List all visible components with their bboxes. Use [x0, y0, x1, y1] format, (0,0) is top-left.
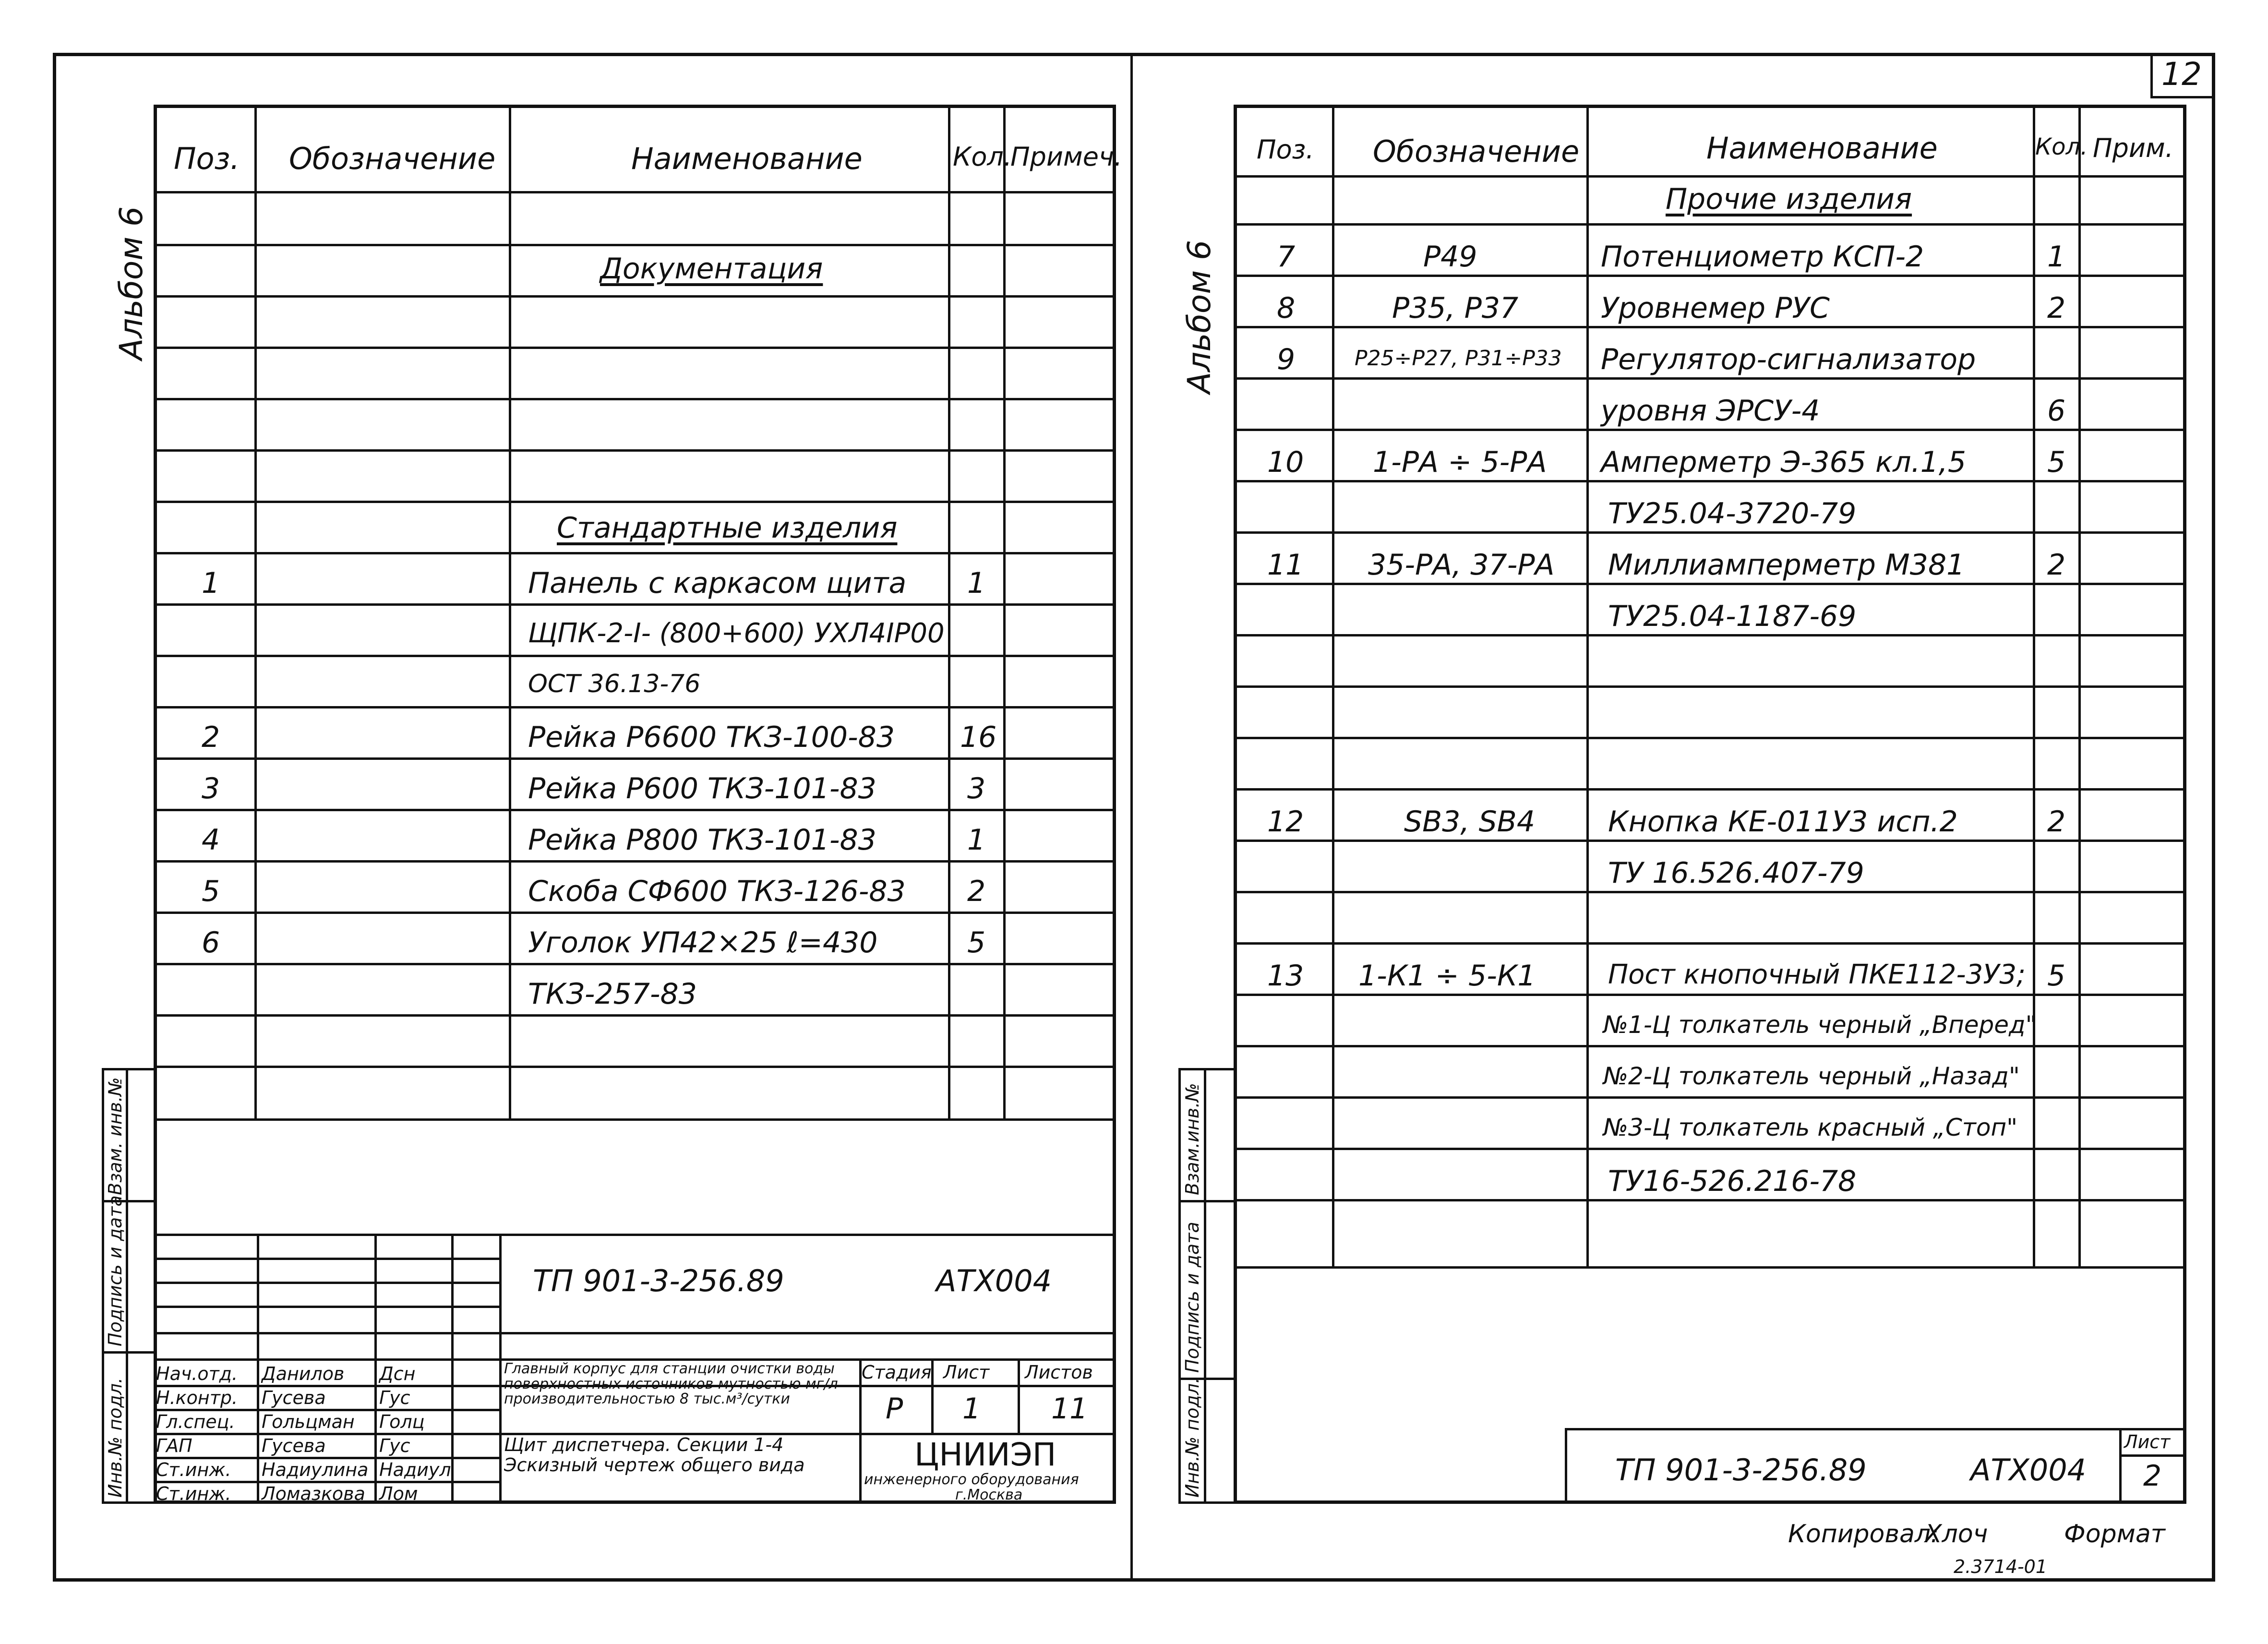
- title-block-line: [154, 1306, 499, 1308]
- right-row-designation: 35-РА, 37-РА: [1368, 548, 1555, 582]
- org-subtitle: инженерного оборудования: [864, 1471, 1079, 1488]
- tb-signature: Лом: [379, 1483, 418, 1504]
- right-row-designation: Р25÷Р27, Р31÷Р33: [1355, 346, 1562, 371]
- tb-person: Гусева: [262, 1435, 326, 1456]
- left-row-line: [154, 655, 1116, 657]
- right-header-qty: Кол.: [2035, 133, 2088, 160]
- tb-signature: Гус: [379, 1387, 410, 1408]
- right-row-name: Потенциометр КСП-2: [1601, 240, 1924, 274]
- right-row-qty: 2: [2047, 805, 2066, 839]
- left-row-qty: 2: [967, 875, 986, 908]
- right-row-name: Кнопка КЕ-011У3 исп.2: [1608, 805, 1958, 839]
- right-row-pos: 8: [1277, 291, 1296, 325]
- right-title-block-line: [2119, 1428, 2122, 1504]
- tb-role: Ст.инж.: [156, 1483, 231, 1504]
- title-block-line: [499, 1234, 502, 1504]
- right-row-name: ТУ25.04-1187-69: [1608, 600, 1857, 633]
- tb-role: Нач.отд.: [156, 1363, 238, 1384]
- right-row-name: Миллиамперметр М381: [1608, 548, 1965, 582]
- left-row-pos: 2: [202, 720, 220, 754]
- right-row-line: [1234, 1199, 2186, 1201]
- right-header-designation: Обозначение: [1373, 134, 1580, 169]
- right-side-stamp-line: [1178, 1200, 1237, 1202]
- title-block-line: [1018, 1358, 1020, 1433]
- title-block-line: [154, 1358, 1116, 1361]
- right-row-qty: 1: [2047, 240, 2066, 274]
- right-row-designation: 1-К1 ÷ 5-К1: [1358, 959, 1536, 993]
- right-row-line: [1234, 1266, 2186, 1269]
- right-row-qty: 5: [2047, 445, 2066, 479]
- right-stamp-inv-orig: Инв.№ подл.: [1182, 1377, 1203, 1498]
- left-row-line: [154, 244, 1116, 246]
- left-row-line: [154, 191, 1116, 193]
- right-row-name: №2-Ц толкатель черный „Назад": [1603, 1062, 2020, 1090]
- left-section-standard: Стандартные изделия: [557, 511, 898, 545]
- right-row-name: ТУ16-526.216-78: [1608, 1164, 1857, 1198]
- left-col-line: [509, 105, 511, 1118]
- left-row-line: [154, 295, 1116, 298]
- left-row-line: [154, 501, 1116, 503]
- left-stamp-inv-replace: Взам. инв.№: [105, 1077, 126, 1195]
- right-row-name: Амперметр Э-365 кл.1,5: [1601, 445, 1967, 479]
- left-row-pos: 4: [202, 823, 220, 857]
- right-row-designation: Р35, Р37: [1392, 291, 1519, 325]
- right-row-designation: 1-РА ÷ 5-РА: [1373, 445, 1547, 479]
- right-row-pos: 7: [1277, 240, 1296, 274]
- format-label: Формат: [2064, 1520, 2165, 1548]
- left-doc-code: ТП 901-3-256.89: [533, 1263, 784, 1298]
- left-header-pos: Поз.: [174, 141, 240, 176]
- right-sheet-label: Лист: [2124, 1431, 2171, 1452]
- stamp-code: 2.3714-01: [1954, 1556, 2048, 1577]
- right-row-line: [1234, 429, 2186, 431]
- left-mark: АТХ004: [936, 1263, 1052, 1298]
- right-header-note: Прим.: [2093, 133, 2173, 163]
- project-title: Главный корпус для станции очистки воды поверхностных источников мутностью мг/л производительностью 8 тыс.м³/сутки: [504, 1361, 838, 1407]
- tb-person: Гольцман: [262, 1411, 355, 1432]
- stage-label: Стадия: [862, 1362, 932, 1383]
- right-doc-code: ТП 901-3-256.89: [1615, 1452, 1867, 1488]
- left-row-qty: 3: [967, 772, 986, 805]
- right-row-line: [1234, 942, 2186, 945]
- right-row-designation: SB3, SB4: [1404, 805, 1535, 839]
- drawing-title: Щит диспетчера. Секции 1-4 Эскизный чертеж общего вида: [504, 1435, 805, 1476]
- left-row-name: Панель с каркасом щита: [528, 566, 907, 600]
- left-row-line: [154, 1118, 1116, 1121]
- title-block-line: [451, 1234, 454, 1504]
- right-row-qty: 5: [2047, 959, 2066, 993]
- left-row-pos: 1: [202, 566, 220, 600]
- sheet-value: 1: [962, 1392, 981, 1426]
- title-block-line: [154, 1234, 1116, 1236]
- right-row-name: уровня ЭРСУ-4: [1601, 394, 1820, 428]
- right-row-line: [1234, 737, 2186, 739]
- left-header-designation: Обозначение: [289, 141, 496, 176]
- tb-role: Ст.инж.: [156, 1459, 231, 1480]
- left-side-stamp-line: [126, 1068, 128, 1504]
- right-row-name: Пост кнопочный ПКЕ112-3У3;: [1608, 959, 2026, 990]
- right-row-line: [1234, 275, 2186, 277]
- tb-person: Данилов: [262, 1363, 345, 1384]
- left-row-line: [154, 603, 1116, 606]
- right-row-name: ТУ25.04-3720-79: [1608, 497, 1857, 530]
- left-row-name: ОСТ 36.13-76: [528, 670, 701, 698]
- title-block-line: [374, 1234, 377, 1504]
- left-col-line: [254, 105, 257, 1118]
- left-col-line: [1003, 105, 1006, 1118]
- left-row-name: Рейка Р800 ТКЗ-101-83: [528, 823, 876, 857]
- right-row-name: №3-Ц толкатель красный „Стоп": [1603, 1114, 2018, 1141]
- right-row-qty: 2: [2047, 291, 2066, 325]
- left-row-pos: 6: [202, 926, 220, 960]
- right-row-line: [1234, 326, 2186, 328]
- left-row-line: [154, 757, 1116, 760]
- right-row-pos: 10: [1267, 445, 1304, 479]
- title-block-line: [154, 1332, 1116, 1334]
- left-row-qty: 1: [967, 566, 986, 600]
- right-sheet-value: 2: [2143, 1459, 2162, 1493]
- right-row-line: [1234, 891, 2186, 893]
- right-row-line: [1234, 531, 2186, 534]
- right-row-line: [1234, 377, 2186, 380]
- tb-role: Гл.спец.: [156, 1411, 235, 1432]
- right-stamp-sign-date: Подпись и дата: [1182, 1222, 1203, 1373]
- right-row-line: [1234, 223, 2186, 226]
- left-row-line: [154, 706, 1116, 708]
- right-mark: АТХ004: [1970, 1452, 2087, 1488]
- left-row-name: Уголок УП42×25 ℓ=430: [528, 926, 878, 960]
- left-row-line: [154, 552, 1116, 554]
- org-name: ЦНИИЭП: [914, 1436, 1056, 1473]
- tb-signature: Дсн: [379, 1363, 416, 1384]
- right-album-label: Альбом 6: [1181, 240, 1218, 394]
- right-row-line: [1234, 634, 2186, 636]
- left-row-line: [154, 860, 1116, 863]
- copied-signature: Хлоч: [1925, 1520, 1988, 1548]
- right-section-other: Прочие изделия: [1666, 182, 1912, 216]
- left-row-name: Рейка Р6600 ТКЗ-100-83: [528, 720, 895, 754]
- title-block-line: [154, 1282, 499, 1284]
- tb-signature: Голц: [379, 1411, 425, 1432]
- right-row-line: [1234, 994, 2186, 996]
- right-header-pos: Поз.: [1257, 134, 1314, 165]
- sheet-divider: [1130, 53, 1133, 1582]
- right-row-line: [1234, 480, 2186, 482]
- sheet-label: Лист: [943, 1362, 990, 1383]
- left-side-stamp-line: [102, 1351, 157, 1354]
- left-row-name: ТКЗ-257-83: [528, 977, 697, 1011]
- sheets-label: Листов: [1025, 1362, 1093, 1383]
- tb-signature: Надиул: [379, 1459, 451, 1480]
- left-section-documentation: Документация: [600, 252, 823, 286]
- right-row-name: ТУ 16.526.407-79: [1608, 856, 1864, 890]
- right-header-name: Наименование: [1706, 131, 1938, 166]
- right-row-pos: 11: [1267, 548, 1304, 582]
- left-header-qty: Кол.: [953, 142, 1012, 172]
- copied-label: Копировал:: [1788, 1520, 1939, 1548]
- left-stamp-inv-orig: Инв.№ подл.: [105, 1377, 126, 1498]
- tb-role: Н.контр.: [156, 1387, 238, 1408]
- right-row-pos: 13: [1267, 959, 1304, 993]
- right-row-line: [1234, 175, 2186, 178]
- right-row-line: [1234, 1148, 2186, 1150]
- right-side-stamp-line: [1204, 1068, 1206, 1504]
- left-row-line: [154, 912, 1116, 914]
- right-row-name: №1-Ц толкатель черный „Вперед": [1603, 1011, 2037, 1039]
- left-row-line: [154, 809, 1116, 811]
- left-row-line: [154, 347, 1116, 349]
- left-row-line: [154, 449, 1116, 452]
- tb-signature: Гус: [379, 1435, 410, 1456]
- tb-person: Ломазкова: [262, 1483, 365, 1504]
- right-row-designation: Р49: [1423, 240, 1477, 274]
- right-stamp-inv-replace: Взам.инв.№: [1182, 1083, 1203, 1195]
- left-row-pos: 3: [202, 772, 220, 805]
- left-row-name: Рейка Р600 ТКЗ-101-83: [528, 772, 876, 805]
- right-row-pos: 12: [1267, 805, 1304, 839]
- tb-role: ГАП: [156, 1435, 192, 1456]
- left-row-line: [154, 1014, 1116, 1017]
- left-row-name: ЩПК-2-I- (800+600) УХЛ4IP00: [528, 618, 945, 649]
- right-row-line: [1234, 840, 2186, 842]
- left-stamp-sign-date: Подпись и дата: [105, 1195, 126, 1346]
- left-row-name: Скоба СФ600 ТКЗ-126-83: [528, 875, 906, 908]
- right-title-block-line: [2119, 1454, 2186, 1457]
- left-row-line: [154, 398, 1116, 400]
- left-album-label: Альбом 6: [113, 206, 150, 360]
- page-number: 12: [2161, 56, 2202, 93]
- left-header-note: Примеч.: [1010, 142, 1123, 172]
- title-block-line: [154, 1258, 499, 1260]
- left-row-qty: 16: [960, 720, 997, 754]
- right-row-line: [1234, 685, 2186, 688]
- left-col-line: [948, 105, 950, 1118]
- title-block-line: [257, 1234, 259, 1504]
- tb-person: Гусева: [262, 1387, 326, 1408]
- right-row-line: [1234, 583, 2186, 585]
- org-city: г.Москва: [955, 1487, 1023, 1503]
- left-row-line: [154, 963, 1116, 965]
- right-row-name: Регулятор-сигнализатор: [1601, 343, 1976, 376]
- left-header-name: Наименование: [631, 141, 863, 176]
- right-row-pos: 9: [1277, 343, 1296, 376]
- right-row-line: [1234, 1045, 2186, 1047]
- sheets-value: 11: [1051, 1392, 1088, 1426]
- tb-person: Надиулина: [262, 1459, 369, 1480]
- left-row-line: [154, 1066, 1116, 1068]
- right-row-qty: 6: [2047, 394, 2066, 428]
- left-row-qty: 5: [967, 926, 986, 960]
- right-row-line: [1234, 1096, 2186, 1099]
- right-row-qty: 2: [2047, 548, 2066, 582]
- left-row-pos: 5: [202, 875, 220, 908]
- stage-value: Р: [886, 1392, 903, 1426]
- right-row-line: [1234, 788, 2186, 791]
- left-row-qty: 1: [967, 823, 986, 857]
- right-row-name: Уровнемер РУС: [1601, 291, 1830, 325]
